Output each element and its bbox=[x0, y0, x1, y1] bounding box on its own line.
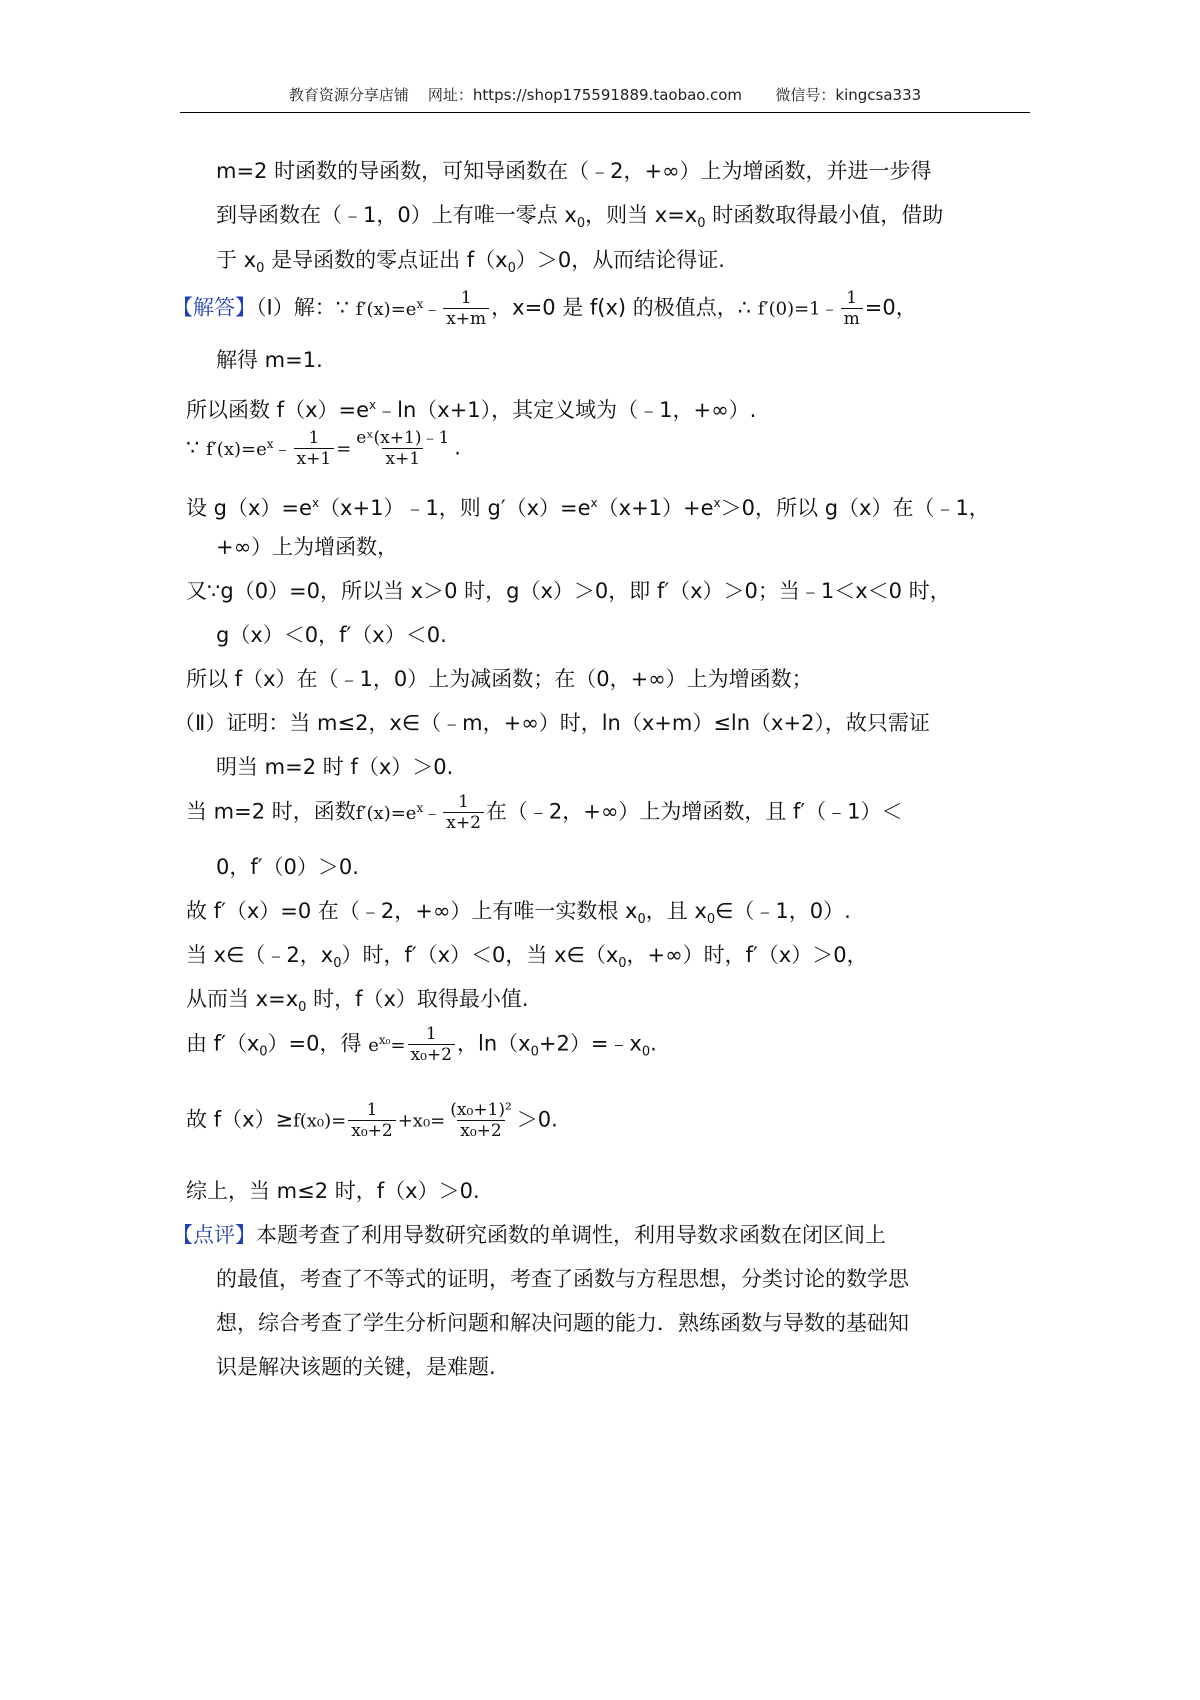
solution-line-10: （Ⅱ）证明：当 m≤2，x∈（﹣m，+∞）时，ln（x+m）≤ln（x+2），故只需证 bbox=[174, 711, 930, 735]
fraction: $\frac{\text{eˣ(x+1)﹣1}}{x+1}$ bbox=[356, 428, 450, 469]
solution-line-1: 【解答】（Ⅰ）解：∵ $f'(x)=e^x﹣$ $\frac{1}{x+m}$ ，x=0 是 f(x) 的极值点，∴ f′(0)=1﹣ $\frac{1}{m}$ =0， bbox=[172, 288, 917, 329]
page-header: 教育资源分享店铺 网址：https://shop175591889.taobao.com 微信号：kingcsa333 bbox=[288, 86, 922, 104]
fraction: $\frac{\text{(x₀+1)²}}{\text{x₀+2}}$ bbox=[450, 1100, 512, 1141]
solution-line-15: 当 x∈（﹣2，$x_0$）时，f′（x）＜0，当 $x\in(x_0$，+∞）时，f′（x）＞0， bbox=[186, 943, 868, 972]
comment-line-3: 想，综合考查了学生分析问题和解决问题的能力．熟练函数与导数的基础知 bbox=[216, 1311, 909, 1335]
solution-line-9: 所以 f（x）在（﹣1，0）上为减函数；在（0，+∞）上为增函数； bbox=[186, 667, 813, 691]
fraction: $\frac{1}{\text{x₀+2}}$ bbox=[348, 1100, 395, 1141]
solution-line-16: 从而当 $x=x_0$ 时，f（x）取得最小值. bbox=[186, 987, 529, 1016]
comment-line-2: 的最值，考查了不等式的证明，考查了函数与方程思想，分类讨论的数学思 bbox=[216, 1267, 909, 1291]
comment-tag: 【点评】 bbox=[172, 1223, 256, 1247]
solution-line-4: ∵ $f'(x)=e^x﹣$ $\frac{1}{x+1}$ = $\frac{\text{eˣ(x+1)﹣1}}{x+1}$ . bbox=[186, 428, 461, 469]
analysis-line-1: m=2 时函数的导函数，可知导函数在（﹣2，+∞）上为增函数，并进一步得 bbox=[216, 159, 932, 183]
solution-line-6: +∞）上为增函数， bbox=[216, 535, 399, 559]
solution-line-13: 0，f′（0）＞0. bbox=[216, 855, 359, 879]
solution-line-8: g（x）＜0，f′（x）＜0. bbox=[216, 623, 447, 647]
fraction: $\frac{1}{x+1}$ bbox=[294, 428, 335, 469]
fraction: $\frac{1}{x+2}$ bbox=[443, 792, 484, 833]
solution-line-5: 设 $g(x)=e^x(x+1)﹣1$，则 $g'(x)=e^x(x+1)+e^x>0$，所以 g（x）在（﹣1， bbox=[186, 496, 990, 520]
fraction: $\frac{1}{x+m}$ bbox=[443, 288, 489, 329]
solution-line-17: 由 $f'(x_0)=0$，得 $e^{x_0}=$ $\frac{1}{\text{x₀+2}}$ ，$\ln(x_0+2)=﹣x_0$. bbox=[186, 1024, 657, 1065]
formula-fprime: $f'(x)=e^x﹣$ bbox=[355, 296, 442, 320]
solution-tag: 【解答】 bbox=[172, 295, 256, 320]
comment-line-4: 识是解决该题的关键，是难题. bbox=[216, 1355, 496, 1379]
solution-line-7: 又∵g（0）=0，所以当 x＞0 时，g（x）＞0，即 f′（x）＞0；当﹣1＜x＜0 时， bbox=[186, 579, 951, 603]
solution-line-11: 明当 m=2 时 f（x）＞0. bbox=[216, 755, 454, 779]
solution-line-3: 所以函数 $f(x)=e^x﹣\ln(x+1)$，其定义域为（﹣1，+∞）. bbox=[186, 398, 757, 422]
comment-line-1: 【点评】本题考查了利用导数研究函数的单调性，利用导数求函数在闭区间上 bbox=[172, 1223, 886, 1247]
solution-line-19: 综上，当 m≤2 时，f（x）＞0. bbox=[186, 1179, 480, 1203]
solution-line-12: 当 m=2 时，函数$f'(x)=e^x﹣$ $\frac{1}{x+2}$ 在（﹣2，+∞）上为增函数，且 f′（﹣1）＜ bbox=[186, 792, 903, 833]
fraction: $\frac{1}{m}$ bbox=[841, 288, 863, 329]
solution-line-14: 故 f′（x）=0 在（﹣2，+∞）上有唯一实数根 $x_0$，且 $x_0\in(﹣1$，0）. bbox=[186, 899, 851, 928]
analysis-line-3: 于 $x_0$ 是导函数的零点证出 $f(x_0)>0$，从而结论得证. bbox=[216, 248, 725, 277]
fraction: $\frac{1}{\text{x₀+2}}$ bbox=[408, 1024, 455, 1065]
analysis-line-2: 到导函数在（﹣1，0）上有唯一零点 $x_0$，则当 $x=x_0$ 时函数取得最小值，借助 bbox=[216, 203, 944, 232]
header-divider bbox=[180, 112, 1030, 113]
solution-line-2: 解得 m=1. bbox=[216, 348, 323, 372]
solution-line-18: 故 f（x）≥f(x₀)= $\frac{1}{\text{x₀+2}}$ +x₀= $\frac{\text{(x₀+1)²}}{\text{x₀+2}}$ ＞0. bbox=[186, 1100, 558, 1141]
